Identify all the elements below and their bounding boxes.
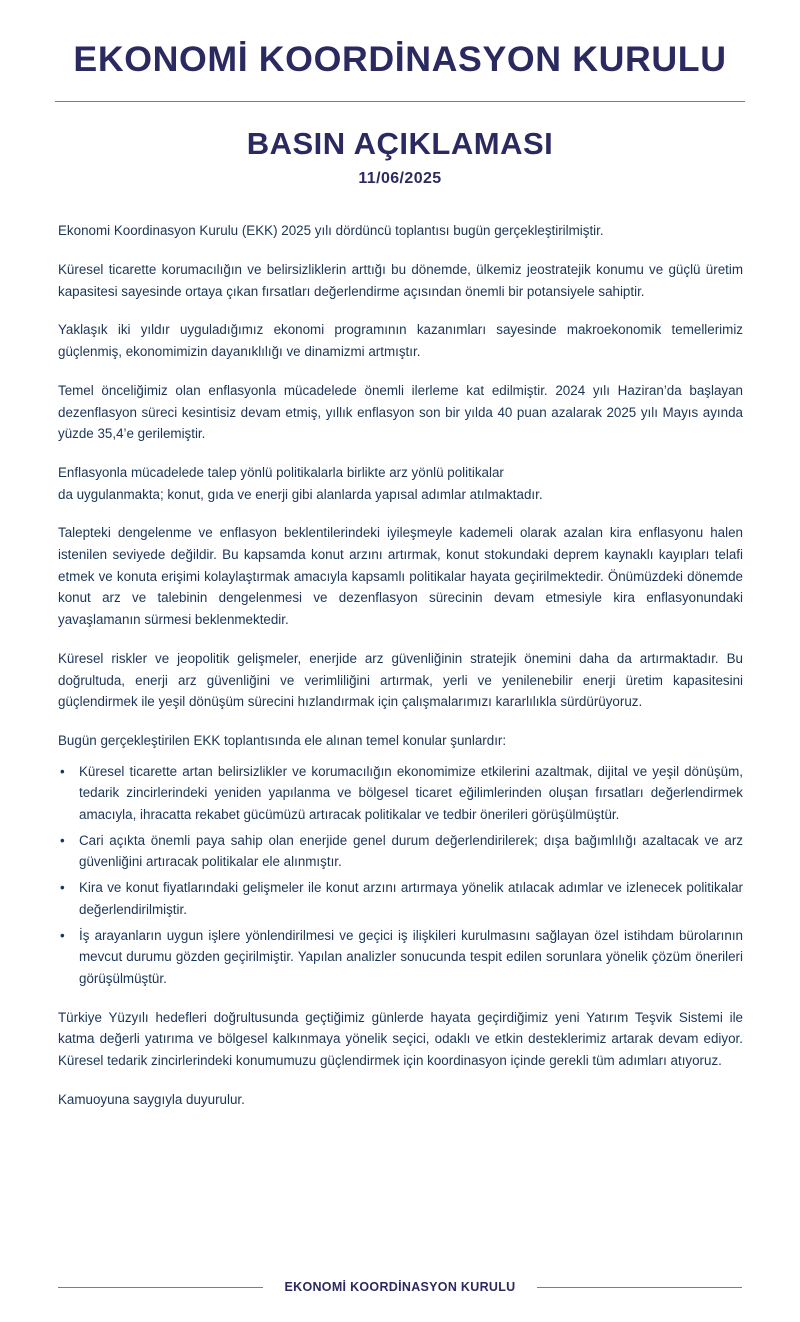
document-header — [0, 0, 800, 188]
list-item — [58, 830, 743, 873]
topics-bullet-list — [58, 761, 743, 990]
paragraph-energy-security: Küresel riskler ve jeopolitik gelişmeler, enerjide arz güvenliğinin stratejik önemini daha da artırmaktadır. Bu doğrultuda, enerji arz güvenliğini ve verimliliğini artırmak, yerli ve yenilenebilir enerji üretim kapasitesini güçlendirmek ile yeşil dönüşüm sürecini hızlandırmak için çalışmalarımızı kararlılıkla sürdürüyoruz. — [58, 650, 743, 710]
footer-rule-right — [537, 1287, 742, 1288]
supply-policy-line-2: da uygulanmakta; konut, gıda ve enerji gibi alanlarda yapısal adımlar atılmaktadır. — [58, 486, 543, 502]
document-footer — [0, 1280, 800, 1294]
paragraph-global-trade: Küresel ticarette korumacılığın ve belirsizliklerin arttığı bu dönemde, ülkemiz jeostratejik konumu ve güçlü üretim kapasitesi sayesinde ortaya çıkan fırsatları değerlendirme açısından önemli bir potansiyele sahiptir. — [58, 262, 743, 299]
paragraph-supply-side-policies — [58, 462, 743, 505]
document-body — [0, 188, 800, 1110]
supply-policy-line-1: Enflasyonla mücadelede talep yönlü politikalarla birlikte arz yönlü politikalar — [58, 464, 504, 480]
bullet-dot-icon: • — [60, 832, 65, 848]
list-item-text: Küresel ticarette artan belirsizlikler ve korumacılığın ekonomimize etkilerini azaltmak, dijital ve yeşil dönüşüm, tedarik zincirlerindeki yeniden yapılanma ve bölgesel ticaret eğilimlerinden oluşan fırsatları değerlendirmek amacıyla, ihracatta rekabet gücümüzü artıracak politikalar ve tedbir önerileri görüşülmüştür. — [79, 763, 743, 823]
list-item-text: İş arayanların uygun işlere yönlendirilmesi ve geçici iş ilişkileri kurulmasını sağlayan özel istihdam bürolarının mevcut durumu gözden geçirilmiştir. Yapılan analizler sonucunda tespit edilen sorunlara yönelik çözüm önerileri görüşülmüştür. — [79, 927, 743, 986]
paragraph-closing: Kamuoyuna saygıyla duyurulur. — [58, 1091, 245, 1107]
paragraph-inflation-progress: Temel önceliğimiz olan enflasyonla mücadelede önemli ilerleme kat edilmiştir. 2024 yılı Haziran’da başlayan dezenflasyon süreci kesintisiz devam etmiş, yıllık enflasyon son bir yılda 40 puan azalarak 2025 yılı Mayıs ayında yüzde 35,4’e gerilemiştir. — [58, 382, 743, 442]
paragraph-macro-foundations: Yaklaşık iki yıldır uyguladığımız ekonomi programının kazanımları sayesinde makroekonomik temellerimiz güçlenmiş, ekonomimizin dayanıklılığı ve dinamizmi artmıştır. — [58, 322, 743, 360]
bullet-dot-icon: • — [60, 927, 65, 943]
list-item — [58, 761, 743, 826]
document-subtitle: BASIN AÇIKLAMASI — [246, 125, 554, 161]
bullet-dot-icon: • — [60, 880, 65, 896]
list-item — [58, 877, 743, 920]
header-divider — [55, 101, 745, 102]
document-date: 11/06/2025 — [358, 170, 442, 188]
organization-title: EKONOMİ KOORDİNASYON KURULU — [73, 40, 727, 79]
bullet-list-intro: Bugün gerçekleştirilen EKK toplantısında ele alınan temel konular şunlardır: — [58, 732, 507, 748]
list-item-text: Cari açıkta önemli paya sahip olan enerjide genel durum değerlendirilerek; dışa bağımlılığı azaltacak ve arz güvenliğini artıracak politikalar ele alınmıştır. — [79, 832, 743, 870]
bullet-dot-icon: • — [60, 763, 65, 779]
paragraph-rent-inflation: Talepteki dengelenme ve enflasyon beklentilerindeki iyileşmeyle kademeli olarak azalan kira enflasyonu halen istenilen seviyede değildir. Bu kapsamda konut arzını artırmak, konut stokundaki deprem kaynaklı kayıpları telafi etmek ve konuta erişimi kolaylaştırmak amacıyla kapsamlı politikalar hayata geçirilmektedir. Önümüzdeki dönemde konut arz ve talebinin dengelenmesi ve dezenflasyon sürecinin devam etmesiyle kira enflasyonundaki yavaşlamanın sürmesi beklenmektedir. — [58, 525, 743, 628]
paragraph-intro: Ekonomi Koordinasyon Kurulu (EKK) 2025 yılı dördüncü toplantısı bugün gerçekleştirilmiştir. — [58, 223, 604, 239]
list-item-text: Kira ve konut fiyatlarındaki gelişmeler ile konut arzını artırmaya yönelik atılacak adımlar ve izlenecek politikalar değerlendirilmiştir. — [79, 880, 743, 917]
footer-rule-left — [58, 1287, 263, 1288]
list-item — [58, 925, 743, 990]
footer-organization-label: EKONOMİ KOORDİNASYON KURULU — [284, 1280, 516, 1294]
paragraph-investment-incentive: Türkiye Yüzyılı hedefleri doğrultusunda geçtiğimiz günlerde hayata geçirdiğimiz yeni Yatırım Teşvik Sistemi ile katma değerli yatırıma ve bölgesel kalkınmaya yönelik seçici, odaklı ve etkin desteklerimiz artarak devam ediyor. Küresel tedarik zincirlerindeki konumumuzu güçlendirmek için koordinasyon içinde gerekli tüm adımları atıyoruz. — [58, 1009, 743, 1069]
